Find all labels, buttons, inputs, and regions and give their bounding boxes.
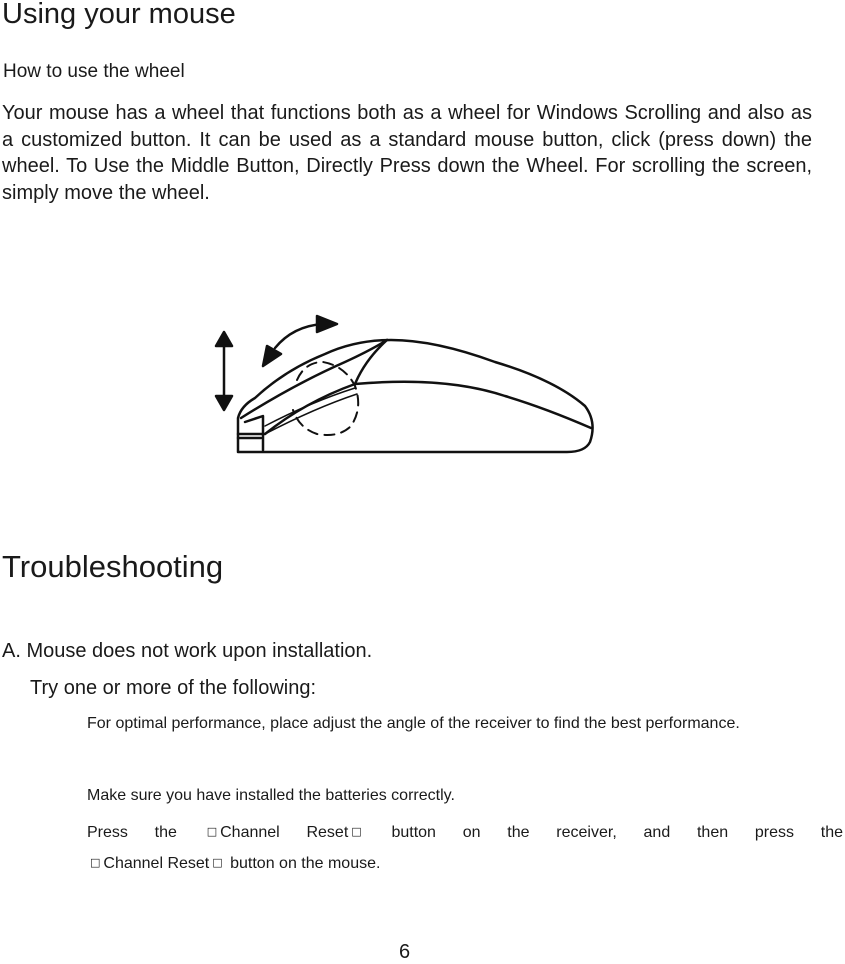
- mouse-body: [238, 340, 593, 452]
- list-item-text: Make sure you have installed the batteries correctly.: [87, 787, 455, 804]
- box-marker: □: [351, 825, 362, 838]
- box-marker: □: [206, 825, 218, 838]
- page-number: 6: [399, 941, 411, 963]
- vertical-scroll-arrow-icon: [216, 332, 232, 410]
- list-item-text-line2: [87, 847, 845, 879]
- text-fragment: button on the receiver, and then press the: [391, 824, 844, 841]
- text-fragment: button on the mouse.: [230, 855, 381, 872]
- page-title: Using your mouse: [2, 0, 236, 30]
- channel-reset-label: Channel Reset: [103, 855, 210, 872]
- list-item-text: For optimal performance, place adjust the angle of the receiver to find the best performance.: [87, 715, 740, 732]
- issue-heading: A. Mouse does not work upon installation.: [2, 640, 373, 662]
- list-item-text: [87, 816, 843, 848]
- troubleshooting-title: Troubleshooting: [2, 549, 224, 584]
- box-marker: □: [90, 856, 101, 869]
- section-subheading: How to use the wheel: [3, 61, 185, 82]
- text-fragment: Press the: [87, 824, 177, 841]
- box-marker: □: [212, 856, 223, 869]
- mouse-wheel-illustration: [205, 310, 605, 460]
- issue-intro: Try one or more of the following:: [30, 677, 317, 699]
- channel-reset-label: Channel Reset: [220, 824, 349, 841]
- wheel-description: Your mouse has a wheel that functions both as a wheel for Windows Scrolling and also as a customized button. It can be used as a standard mouse button, click (press down) the wheel. To Use the Middle Button, Directly Press down the Wheel. For scrolling the screen, simply move the wheel.: [2, 102, 812, 204]
